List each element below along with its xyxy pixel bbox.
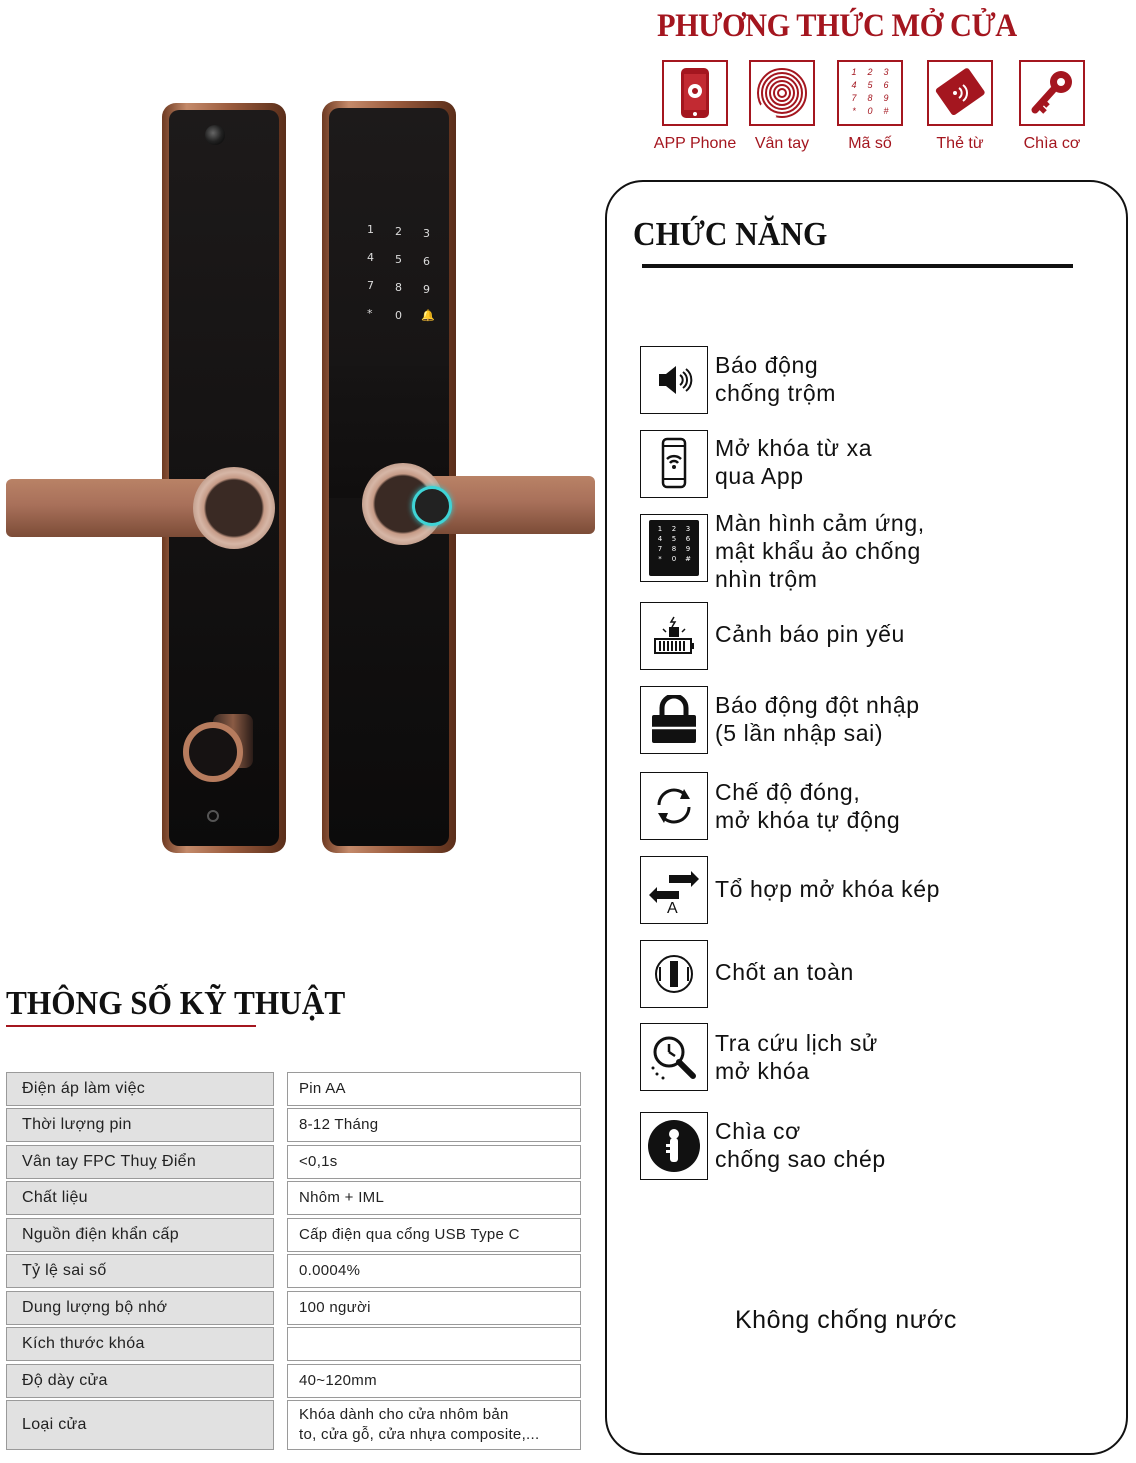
specs-title-rule xyxy=(6,1025,256,1027)
lock-sensor-dot xyxy=(205,125,225,145)
lock-key: 2 xyxy=(395,225,402,238)
spec-row xyxy=(6,1327,582,1361)
method-label: Vân tay xyxy=(754,135,810,152)
lock-key: 3 xyxy=(423,227,430,240)
rfid-card-icon xyxy=(933,66,987,120)
fingerprint-icon xyxy=(755,66,809,120)
speaker-icon xyxy=(640,346,708,414)
waterproof-note: Không chống nước xyxy=(735,1306,957,1334)
spec-value: <0,1s xyxy=(287,1145,581,1179)
low-battery-icon xyxy=(640,602,708,670)
anti-copy-key-icon xyxy=(640,1112,708,1180)
lock-product-image xyxy=(0,95,600,865)
feature-label: Màn hình cảm ứng, mật khẩu ảo chống nhìn trộm xyxy=(715,510,925,592)
method-label: Chìa cơ xyxy=(1023,135,1081,152)
spec-value: 100 người xyxy=(287,1291,581,1325)
spec-row xyxy=(6,1291,582,1325)
spec-value: Cấp điện qua cổng USB Type C xyxy=(287,1218,581,1252)
methods-title: PHƯƠNG THỨC MỞ CỬA xyxy=(657,8,1017,44)
spec-value: Nhôm + IML xyxy=(287,1181,581,1215)
spec-key: Loại cửa xyxy=(6,1400,274,1450)
method-rfid-card xyxy=(917,60,1003,153)
touch-keypad-icon: 1 2 3 4 5 6 7 8 9 * 0 # xyxy=(640,514,708,582)
spec-value: 0.0004% xyxy=(287,1254,581,1288)
padlock-alarm-icon xyxy=(640,686,708,754)
spec-value xyxy=(287,1327,581,1361)
spec-key: Điện áp làm việc xyxy=(6,1072,274,1106)
lock-key: 6 xyxy=(423,255,430,268)
spec-value: 40~120mm xyxy=(287,1364,581,1398)
spec-row xyxy=(6,1218,582,1252)
method-app-phone xyxy=(652,60,738,153)
method-label: Thẻ từ xyxy=(936,135,984,152)
feature-label: Chìa cơ chống sao chép xyxy=(715,1118,886,1172)
lock-key: * xyxy=(367,307,373,320)
lock-touch-keypad xyxy=(359,223,439,333)
spec-row xyxy=(6,1072,582,1106)
feature-label: Tổ hợp mở khóa kép xyxy=(715,876,941,902)
safety-latch-icon xyxy=(640,940,708,1008)
spec-key: Chất liệu xyxy=(6,1181,274,1215)
feature-label: Cảnh báo pin yếu xyxy=(715,621,905,647)
lock-key: 7 xyxy=(367,279,374,292)
spec-row xyxy=(6,1145,582,1179)
spec-key: Thời lượng pin xyxy=(6,1108,274,1142)
spec-value: Khóa dành cho cửa nhôm bản to, cửa gỗ, cửa nhựa composite,... xyxy=(287,1400,581,1450)
svg-text:A: A xyxy=(667,900,678,915)
spec-value: Pin AA xyxy=(287,1072,581,1106)
left-lever-handle xyxy=(6,479,221,537)
lock-key: 8 xyxy=(395,281,402,294)
feature-label: Chế độ đóng, mở khóa tự động xyxy=(715,779,901,833)
dual-unlock-icon xyxy=(640,856,708,924)
feature-label: Mở khóa từ xa qua App xyxy=(715,435,873,489)
spec-key: Vân tay FPC Thuỵ Điển xyxy=(6,1145,274,1179)
lock-key: 0 xyxy=(395,309,402,322)
method-fingerprint xyxy=(739,60,825,153)
spec-row xyxy=(6,1181,582,1215)
auto-lock-cycle-icon xyxy=(640,772,708,840)
spec-row xyxy=(6,1108,582,1142)
fingerprint-sensor xyxy=(412,486,452,526)
key-icon xyxy=(1025,66,1079,120)
feature-label: Báo động đột nhập (5 lần nhập sai) xyxy=(715,692,920,746)
method-label: Mã số xyxy=(848,135,892,152)
method-key xyxy=(1009,60,1095,153)
spec-key: Độ dày cửa xyxy=(6,1364,274,1398)
phone-icon xyxy=(673,66,717,120)
spec-key: Dung lượng bộ nhớ xyxy=(6,1291,274,1325)
bell-icon: 🔔 xyxy=(421,309,435,322)
feature-label: Báo động chống trộm xyxy=(715,352,837,406)
specs-title: THÔNG SỐ KỸ THUẬT xyxy=(6,985,346,1022)
lock-key: 9 xyxy=(423,283,430,296)
spec-row xyxy=(6,1364,582,1398)
left-handle-rose xyxy=(193,467,275,549)
feature-label: Tra cứu lịch sử mở khóa xyxy=(715,1030,878,1084)
phone-wifi-icon xyxy=(640,430,708,498)
spec-row xyxy=(6,1400,582,1450)
spec-row xyxy=(6,1254,582,1288)
method-label: APP Phone xyxy=(653,135,737,152)
spec-key: Tỷ lệ sai số xyxy=(6,1254,274,1288)
lock-key: 1 xyxy=(367,223,374,236)
thumb-turn-knob xyxy=(183,722,243,782)
spec-key: Nguồn điện khẩn cấp xyxy=(6,1218,274,1252)
features-title-rule xyxy=(642,264,1073,268)
feature-label: Chốt an toàn xyxy=(715,959,854,985)
keypad-icon: 1 2 3 4 5 6 7 8 9 * 0 # xyxy=(851,67,889,116)
history-search-icon xyxy=(640,1023,708,1091)
reset-hole xyxy=(207,810,219,822)
spec-value: 8-12 Tháng xyxy=(287,1108,581,1142)
lock-key: 5 xyxy=(395,253,402,266)
lock-key: 4 xyxy=(367,251,374,264)
spec-key: Kích thước khóa xyxy=(6,1327,274,1361)
method-keypad xyxy=(827,60,913,153)
features-title: CHỨC NĂNG xyxy=(633,216,828,253)
